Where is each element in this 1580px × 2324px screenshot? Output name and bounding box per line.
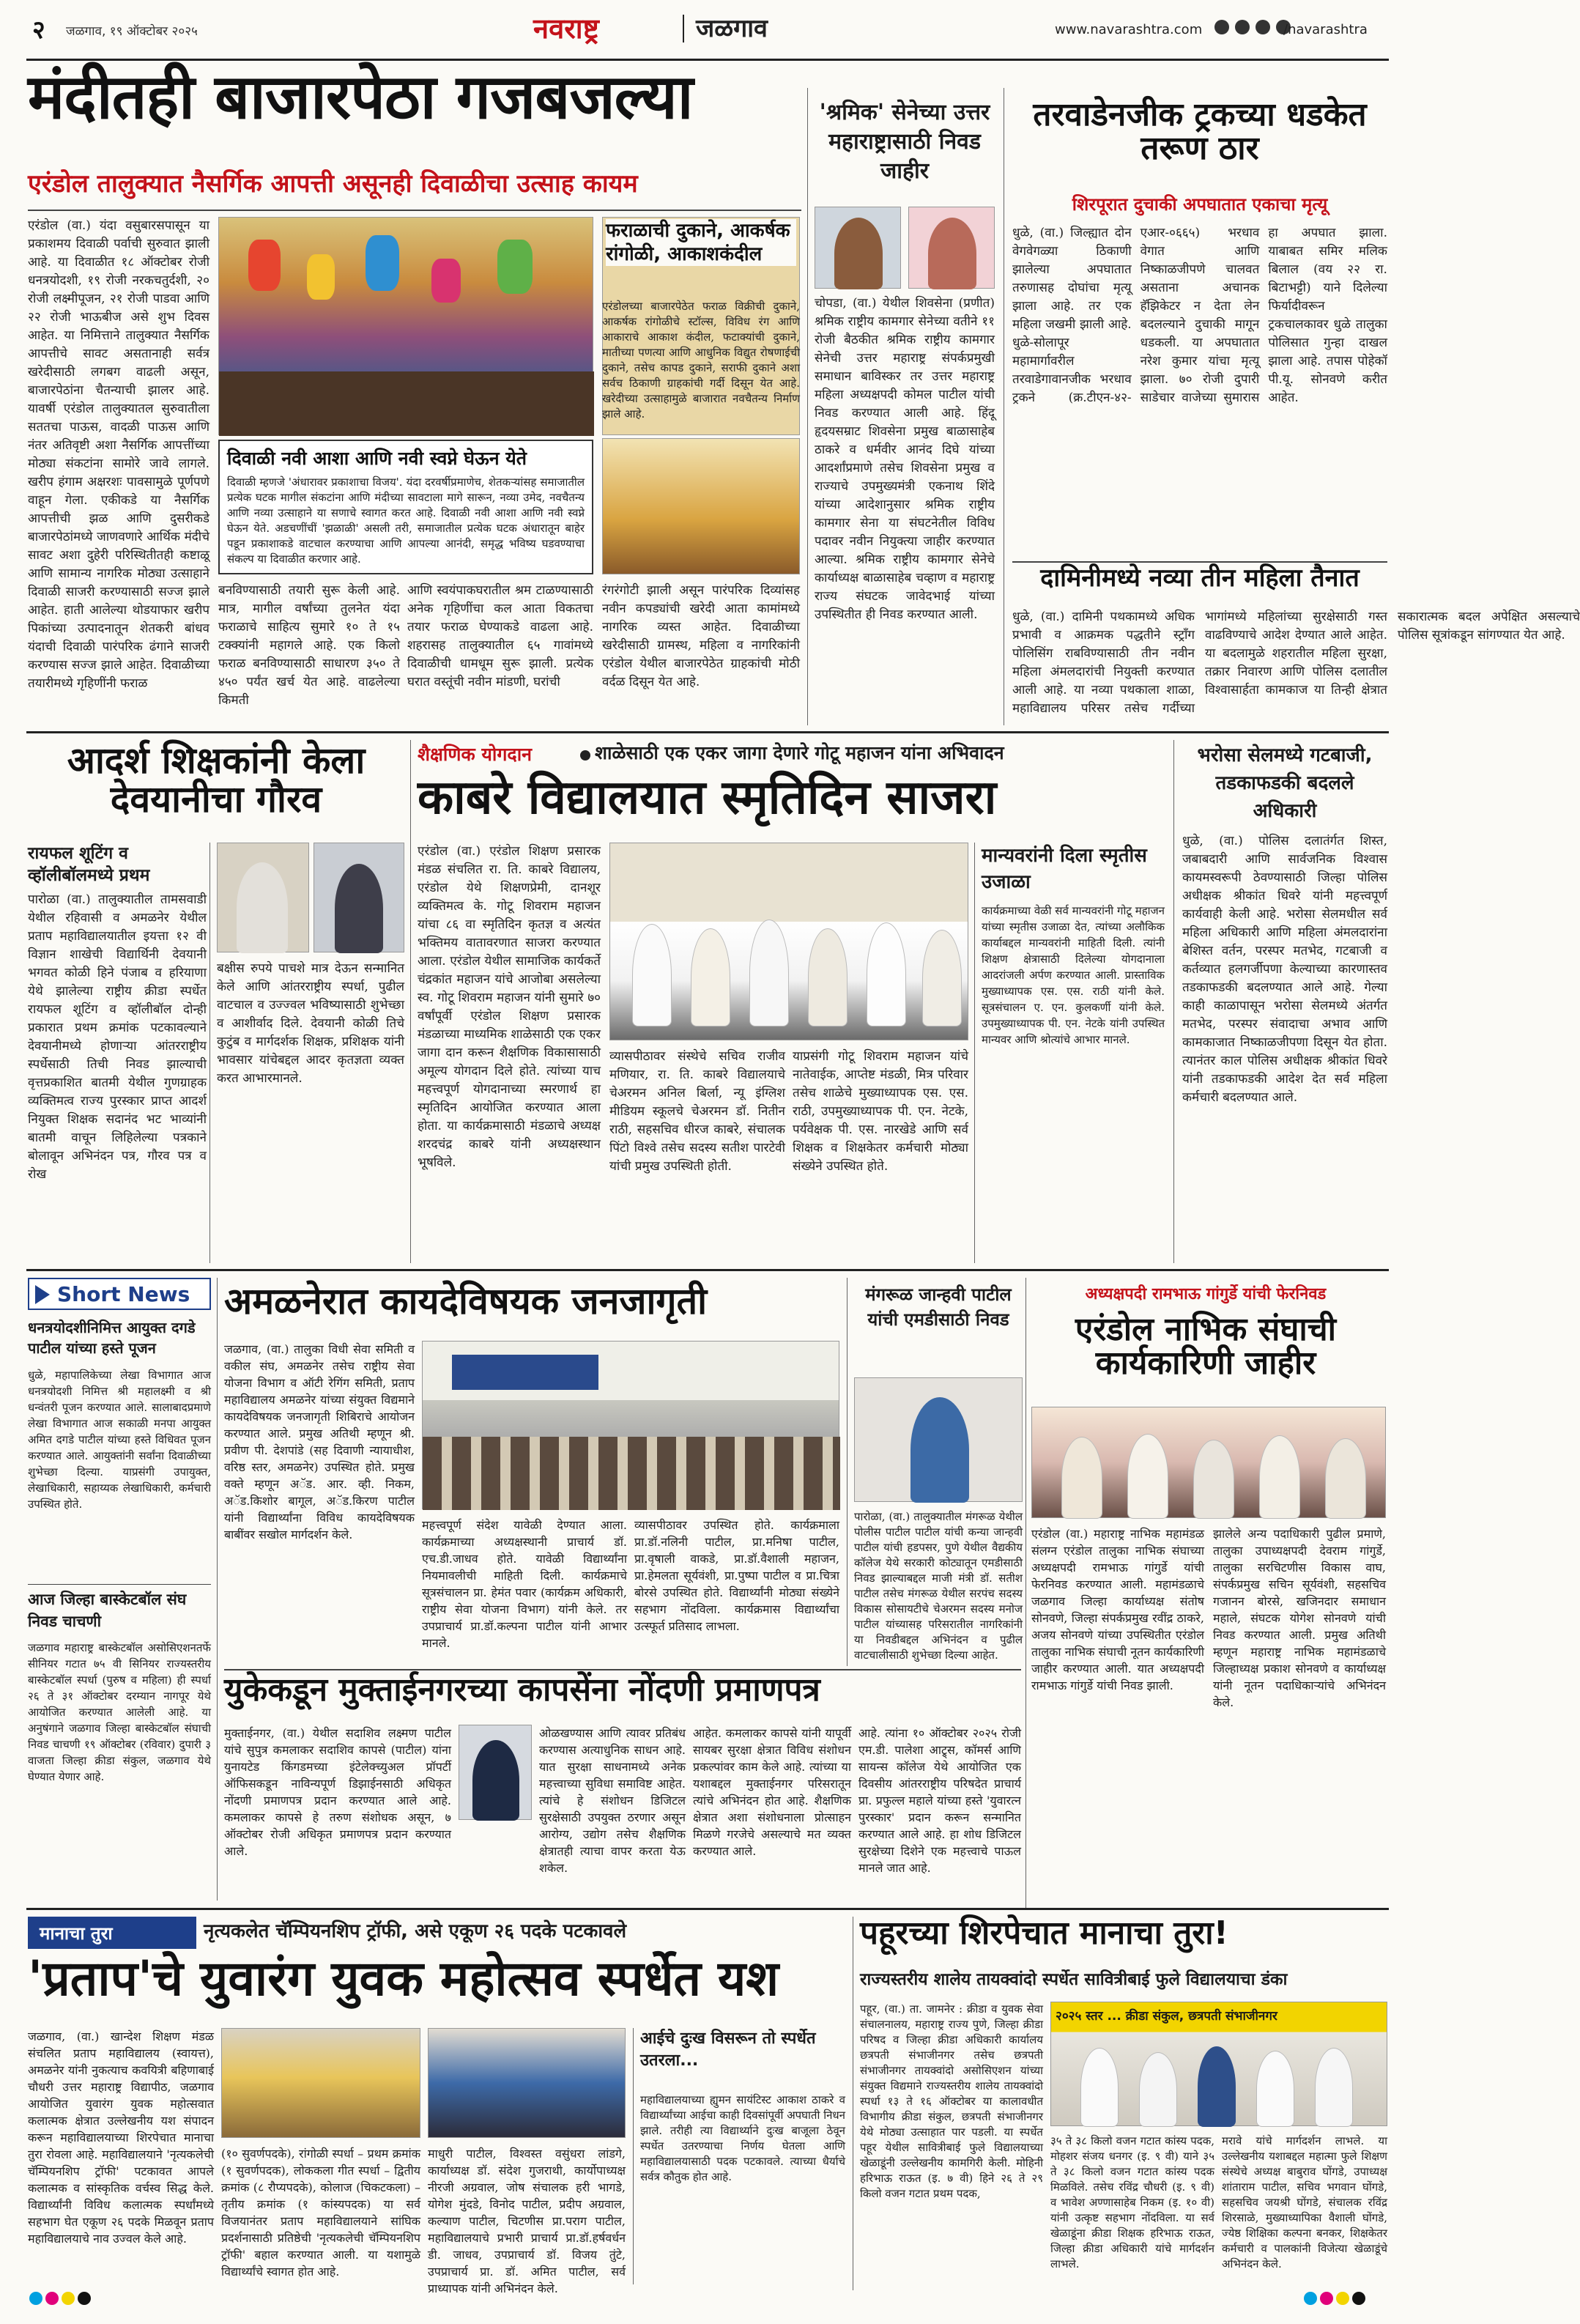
pratap-tag	[28, 1917, 196, 1949]
kabre-col-2: व्यासपीठावर संस्थेचे सचिव राजीव मणियार, रा. ति. काबरे विद्यालयाचे चेअरमन अनिल बिर्ला, न्यू इंग्लिश मीडियम स्कूलचे चेअरमन डॉ. नितीन राठी, सहसचिव धीरज काबरे, संचालक पिंटो विश्वे तसेच सदस्य सतीश पारटेवी यांची प्रमुख उपस्थिती होती.	[609, 1049, 785, 1174]
brand-logo: नवराष्ट्र	[533, 12, 599, 45]
police-body: धुळे, (वा.) पोलिस दलातंर्गत शिस्त, जबाबदारी आणि सार्वजनिक विश्वास कायमस्वरूपी ठेवण्यासाठी जिल्हा पोलिस अधीक्षक श्रीकांत धिवरे यांनी महत्त्वपूर्ण कार्यवाही केली आहे. भरोसा सेलमधील सर्व महिला अधिकारी आणि महिला अंमलदारांना बेशिस्त वर्तन, परस्पर मतभेद, गटबाजी व कर्तव्यात हलगर्जीपणा केल्याच्या कारणास्तव तडकाफडकी बदलण्यात आले आहे. गेल्या काही काळापासून भरोसा सेलमध्ये अंतर्गत मतभेद, परस्पर संवादाचा अभाव आणि कामकाजात निष्काळजीपणा दिसून येत होता. त्यानंतर काल पोलिस अधीक्षक श्रीकांत धिवरे यांनी तडकाफडकी आदेश देत सर्व महिला कर्मचारी बदलण्यात आले.	[1182, 834, 1387, 1105]
kabre-photo	[609, 843, 968, 1040]
pahur-headline: पहूरच्या शिरपेचात मानाचा तुरा!	[860, 1914, 1228, 1952]
kabre-col-3: याप्रसंगी गोटू शिवराम महाजन यांचे नातेवाईक, आप्तेष्ट मंडळी, मित्र परिवार तसेच शाळेचे मुख्याध्यापक एस. एस. राठी, उपमुख्याध्यापक पी. एन. नेटके, पर्यवेक्षक पी. एस. नारखेडे आणि सर्व शिक्षक व शिक्षकेतर कर्मचारी मोठ्या संख्येने उपस्थित होते.	[793, 1049, 968, 1174]
police-headline: भरोसा सेलमध्येे गटबाजी, तडकाफडकी बदलले अधिकारी	[1197, 744, 1373, 822]
athlete-2	[1139, 2052, 1177, 2127]
pratap-tag-label: मानाचा तुरा	[40, 1923, 113, 1944]
teachers-headline: आदर्श शिक्षकांनी केला देवयानीचा गौरव	[67, 739, 366, 821]
muktai-col-3: आहेत. कमलाकर कापसे यांनी यापूर्वी सायबर सुरक्षा क्षेत्रात विविध संशोधन प्रकल्पांवर काम केले आहे. त्यांच्या या यशाबद्दल मुक्ताईनगर परिसरातून त्यांचे अभिनंदन होत आहे. शैक्षणिक क्षेत्रात अशा संशोधनाला प्रोत्साहन मिळणे गरजेचे असल्याचे मत व्यक्त करण्यात आले.	[693, 1726, 851, 1858]
lantern-1-icon	[248, 240, 281, 291]
kabre-kicker: शाळेसाठी एक एकर जागा देणारे गोटू महाजन यांना अभिवादन	[595, 742, 1004, 763]
social-icons	[1214, 20, 1291, 37]
stall-counter	[219, 371, 594, 436]
pahur-col-1: पहूर, (वा.) ता. जामनेर : क्रीडा व युवक सेवा संचालनालय, महाराष्ट्र राज्य पुणे, जिल्हा क्रीडा परिषद व जिल्हा क्रीडा अधिकारी कार्यालय छत्रपती संभाजीनगर तसेच छत्रपती संभाजीनगर तायक्वांदो असोसिएशन यांच्या संयुक्त विद्यमाने राज्यस्तरीय शालेय तायक्वांदो स्पर्धा १३ ते १६ ऑक्टोबर या कालावधीत विभागीय क्रीडा संकुल, छत्रपती संभाजीनगर येथे मोठ्या उत्साहात पार पडली. या स्पर्धेत पहूर येथील सावित्रीबाई फुले विद्यालयाच्या खेळाडूंनी उल्लेखनीय कामगिरी केली. मोहिनी हरिभाऊ राऊत (इ. ७ वी) हिने २६ ते २९ किलो वजन गटात प्रथम पदक,	[860, 2002, 1043, 2200]
attendee-6	[922, 930, 962, 1026]
pahur-banner-text: २०२५ स्तर ... क्रीडा संकुल, छत्रपती संभाजीनगर	[1056, 2009, 1277, 2024]
mangrul-headline: मंगरूळ जान्हवी पाटील यांची एमडीसाठी निवड	[865, 1284, 1012, 1330]
truck-body: धुळे, (वा.) जिल्ह्यात दोन वेगवेगळ्या ठिकाणी झालेल्या अपघातात तरुणासह दोघांचा मृत्यू झाला आहे. तर एक महिला जखमी झाली आहे. धुळे-सोलापूर महामार्गावरील तरवाडेगावानजीक भरधाव ट्रकने (क्र.टीएन-४२-एआर-०६६५) भरधाव वेगात आणि निष्काळजीपणे चालवत असताना अचानक हॅझिकेटर न देता लेन बदलल्याने दुचाकी मागून धडकली. या अपघातात नरेश कुमार यांचा मृत्यू झाला. ७० रोजी दुपारी साडेचार वाजेच्या सुमारास हा अपघात झाला. याबाबत समिर मलिक बिलाल (वय २२ रा. बिटाभट्टी) याने दिलेल्या फिर्यादीवरून ट्रकचालकावर धुळे तालुका पोलिसात गुन्हा दाखल झाला आहे. तपास पोहेकॉ पी.यू. सोनवणे करीत आहेत.	[1012, 226, 1387, 405]
col-rule-5	[974, 843, 975, 1263]
attendee-5	[867, 922, 906, 1026]
photo-caption-title: दिवाळी नवी आशा आणि नवी स्वप्ने घेऊन येते	[227, 448, 527, 469]
muktai-rule	[224, 1669, 1021, 1670]
amalner-col-2: महत्त्वपूर्ण संदेश यावेळी देण्यात आला. कार्यक्रमाच्या अध्यक्षस्थानी प्राचार्य डॉ. एच.डी.जाधव होते. यावेळी विद्यार्थ्यांना नियमावलीची माहिती दिली. कार्यक्रमाचे सूत्रसंचालन प्रा. हेमंत पवार (कार्यक्रम अधिकारी, राष्ट्रीय सेवा योजना विभाग) यांनी केले. तर उपप्राचार्य प्रा.डॉ.कल्पना पाटील यांनी आभार मानले.	[422, 1518, 627, 1650]
lantern-4-icon	[431, 259, 461, 303]
kabre-col-1: एरंडोल (वा.) एरंडोल शिक्षण प्रसारक मंडळ संचलित रा. ति. काबरे विद्यालय, एरंडोल येथे शिक्षणप्रेमी, दानशूर व्यक्तिमत्व के. गोटू शिवराम महाजन यांचा ८६ वा स्मृतिदिन कृतज्ञ व अत्यंत भक्तिमय वातावरणात साजरा करण्यात आला. एरंडोल येथील सामाजिक कार्यकर्ते चंद्रकांत महाजन यांचे आजोबा असलेल्या स्व. गोटू शिवराम महाजन यांनी सुमारे ७० वर्षांपूर्वी एरंडोल शिक्षण प्रसारक मंडळाच्या माध्यमिक शाळेसाठी एक एकर जागा दान करून शैक्षणिक विकासासाठी अमूल्य योगदान दिले होते. त्यांच्या याच महत्त्वपूर्ण योगदानाच्या स्मरणार्थ हा स्मृतिदिन आयोजित करण्यात आला होता. या कार्यक्रमासाठी मंडळाचे अध्यक्ष शरदचंद्र काबरे यांनी अध्यक्षस्थान भूषविले.	[418, 844, 601, 1170]
kabre-headline: काबरे विद्यालयात स्मृतिदिन साजरा	[418, 771, 997, 825]
pratap-headline: 'प्रताप'चे युवारंग युवक महोत्सव स्पर्धेत यश	[28, 1950, 779, 2007]
short-news-2-body: जळगाव महाराष्ट्र बास्केटबॉल असोसिएशनतर्फे सीनियर गटात ७५ वी सिनियर राज्यस्तरीय बास्केटबॉल स्पर्धा (पुरुष व महिला) ही स्पर्धा २६ ते ३१ ऑक्टोबर दरम्यान नागपूर येथे आयोजित करण्यात आलेली आहे. या अनुषंगाने जळगाव जिल्हा बास्केटबॉल संघाची निवड चाचणी १९ ऑक्टोबर (रविवार) दुपारी ३ वाजता जिल्हा क्रीडा संकुल, जळगाव येथे घेण्यात येणार आहे.	[28, 1641, 211, 1783]
lead-col-1: एरंडोल (वा.) यंदा वसुबारसपासून या प्रकाशमय दिवाळी पर्वाची सुरुवात झाली आहे. या दिवाळीत १८ ऑक्टोबर रोजी धनत्रयोदशी, १९ रोजी नरकचतुर्दशी, २० रोजी लक्ष्मीपूजन, २१ रोजी पाडवा आणि २२ रोजी भाऊबीज असे शुभ दिवस आहेत. या निमित्ताने तालुक्यात नैसर्गिक आपत्तीचे सावट असतानाही सर्वत्र खरेदीसाठी लगबग वाढली असून, बाजारपेठांना चैतन्याची झालर आहे. यावर्षी एरंडोल तालुक्यातल सुरुवातीला सततचा पाऊस, वादळी पाऊस आणि नंतर अतिवृष्टी अशा नैसर्गिक आपत्तींच्या मोठ्या संकटांना सामोरे जावे लागले. खरीप हंगाम अक्षरशः पावसामुळे पूर्णपणे वाहून गेला. एकीकडे या नैसर्गिक आपत्तीची झळ आणि दुसरीकडे बाजारपेठांमध्ये जाणवणारे आर्थिक मंदीचे सावट अशा दुहेरी परिस्थितीतही कष्टाळू आणि सामान्य नागरिक मोठ्या उत्साहाने दिवाळी साजरी करण्यासाठी सज्ज झाले आहेत. हाती आलेल्या थोडयाफार खरीप पिकांच्या उत्पादनातून शेतकरी बांधव यंदाची दिवाळी पारंपरिक ढंगाने साजरी करण्यास सज्ज झाले आहेत. दिवाळीच्या तयारीमध्ये गृहिणींनी फराळ	[28, 218, 209, 691]
damini-headline: दामिनीमध्ये नव्या तीन महिला तैनात	[1040, 563, 1360, 593]
shramik-photo-man	[815, 207, 901, 289]
lead-photo-stalls	[602, 438, 800, 574]
col-rule-1	[807, 88, 808, 725]
col-rule-8	[847, 1278, 848, 1666]
damini-rule	[1012, 561, 1387, 563]
athlete-1	[1080, 2048, 1119, 2127]
nabhik-headline: एरंडोल नाभिक संघाची कार्यकारिणी जाहीर	[1075, 1311, 1337, 1383]
edition-divider	[683, 15, 684, 42]
amalner-headline: अमळनेरात कायदेविषयक जनजागृती	[224, 1280, 708, 1322]
pratap-col-2: (१० सुवर्णपदके), रांगोळी स्पर्धा – प्रथम क्रमांक (१ सुवर्णपदक), लोककला गीत स्पर्धा – द्वितीय क्रमांक (८ रौप्यपदके), कोलाज (चिकटकला) – तृतीय क्रमांक (१ कांस्यपदक) या सर्व विजयानंतर प्रताप महाविद्यालयाने सांघिक प्रदर्शनासाठी प्रतिष्ठेची 'नृत्यकलेची चॅम्पियनशिप ट्रॉफी' बहाल करण्यात आली. या यशामुळे विद्यार्थ्यांचे स्वागत होत आहे.	[221, 2147, 420, 2279]
lantern-3-icon	[366, 235, 399, 291]
registration-marks-right	[1304, 2292, 1392, 2309]
edition-name: जळगाव	[696, 14, 768, 43]
short-news-badge	[28, 1278, 211, 1310]
mangrul-photo	[854, 1377, 1023, 1502]
short-news-2-title: आज जिल्हा बास्केटबॉल संघ निवड चाचणी	[28, 1591, 187, 1630]
nabhik-photo	[1031, 1407, 1386, 1518]
short-news-1-title: धनत्रयोदशीनिमित्त आयुक्त दगडे पाटील यांच्या हस्ते पूजन	[28, 1319, 196, 1357]
attendee-1	[632, 924, 672, 1026]
janhavi-portrait	[910, 1397, 969, 1503]
lead-col-5: रंगरंगोटी झाली असून पारंपरिक दिव्यांसह नवीन कपड्यांची खरेदी आता कामांमध्ये नागरिक व्यस्त आहेत. दिवाळीच्या खरेदीसाठी ग्रामस्थ, महिला व नागरिकांनी एरंडोल येथील बाजारपेठेत ग्राहकांची मोठी वर्दळ दिसून येत आहे.	[602, 583, 800, 689]
pahur-col-3: मरावे यांचे मार्गदर्शन लाभले. या उल्लेखनीय यशाबद्दल महात्मा फुले शिक्षण संस्थेचे अध्यक्ष बाबुराव घोंगडे, उपाध्यक्ष शांताराम पाटील, सचिव भगवान घोंगडे, सहसचिव जयश्री घोंगडे, संचालक रविंद्र शिरसाळे, मुख्याध्यापिका वैशाली घोंगडे, ज्येष्ठ शिक्षिका कल्पना बनकर, शिक्षकेतर कर्मचारी व पालकांनी विजेत्या खेळाडूंचे अभिनंदन केले.	[1222, 2134, 1387, 2271]
pratap-photo-2	[428, 2028, 626, 2138]
short-news-1-body: धुळे, महापालिकेच्या लेखा विभागात आज धनत्रयोदशी निमित्त श्री महालक्ष्मी व श्री धन्वंतरी पूजन करण्यात आले. सालाबादप्रमाणे लेखा विभागात आज सकाळी मनपा आयुक्त अमित दगडे पाटील यांच्या हस्ते विधिवत पूजन करण्यात आले. आयुक्तांनी सर्वांना दिवाळीच्या शुभेच्छा दिल्या. याप्रसंगी उपायुक्त, लेखाधिकारी, सहाय्यक लेखाधिकारी, कर्मचारी उपस्थित होते.	[28, 1369, 211, 1511]
col-rule-9	[1025, 1278, 1026, 1908]
lantern-2-icon	[307, 254, 335, 300]
kabre-bullet	[580, 750, 590, 761]
kapse-portrait	[472, 1740, 519, 1821]
teachers-photo-2	[314, 843, 404, 952]
audience-rows	[423, 1437, 840, 1510]
pratap-col-3: माधुरी पाटील, विश्वस्त वसुंधरा लांडगे, कार्याध्यक्ष डॉ. संदेश गुजराथी, कार्योपाध्यक्ष नीरजी अग्रवाल, जोष संचालक हरी भागडे, योगेश मुंदडे, विनोद पाटील, प्रदीप अग्रवाल, कल्याण पाटील, चिटणीस प्रा.पराग पाटील, महाविद्यालयाचे प्रभारी प्राचार्य प्रा.डॉ.हर्षवर्धन डी. जाधव, उपप्राचार्य डॉ. विजय तुंटे, उपप्राचार्य प्रा. डॉ. अमित पाटील, सर्व प्राध्यापक यांनी अभिनंदन केले.	[428, 2147, 626, 2295]
nabhik-col-2: झालेले अन्य पदाधिकारी पुढील प्रमाणे, तालुका उपाध्यक्षपदी देवराम गांगुर्डे, तालुका सरचिटणीस विकास वाघ, संपर्कप्रमुख सचिन सूर्यवंशी, सहसचिव गजानन बोरसे, खजिनदार समाधान महाले, संघटक योगेश सोनवणे यांची निवड करण्यात आली. प्रमुख अतिथी म्हणून महाराष्ट्र नाभिक महामंडळाचे जिल्हाध्यक्ष प्रकाश सोनवणे व कार्याध्यक्ष यांनी नूतन पदाधिकाऱ्यांचे अभिनंदन केले.	[1213, 1527, 1386, 1709]
pratap-side-body: महाविद्यालयाच्या ह्युमन सायंटिस्ट आकाश ठाकरे व विद्यार्थ्यांच्या आईचा काही दिवसांपूर्वी अपघाती निधन झाले. तरीही त्या विद्यार्थ्याने दुःख बाजूला ठेवून स्पर्धेत उतरण्याचा निर्णय घेतला आणि महाविद्यालयासाठी पदक पटकावले. त्याच्या धैर्याचे सर्वत्र कौतुक होत आहे.	[640, 2093, 845, 2183]
kabre-tag: शैक्षणिक योगदान	[418, 744, 533, 765]
nabhik-kicker: अध्यक्षपदी रामभाऊ गांगुर्डे यांची फेरनिवड	[1085, 1285, 1327, 1303]
pahur-subhead: राज्यस्तरीय शालेय तायक्वांदो स्पर्धेत सावित्रीबाई फुले विद्यालयाचा डंका	[860, 1970, 1288, 1989]
pratap-photo-1	[221, 2028, 420, 2138]
section-rule-2	[26, 1269, 1389, 1271]
x-icon[interactable]	[1256, 20, 1270, 34]
nabhik-member-1	[1061, 1437, 1102, 1519]
athlete-3	[1198, 2046, 1236, 2127]
teacher-portrait	[237, 862, 288, 953]
teachers-body: पारोळा (वा.) तालुक्यातील तामसवाडी येथील रहिवासी व अमळनेर येथील प्रताप महाविद्यालयातील इयत्ता १२ वी विज्ञान शाखेची विद्यार्थिनी देवयानी भगवत कोळी हिने पंजाब व हरियाणा येथे झालेल्या राष्ट्रीय क्रीडा स्पर्धेत रायफल शूटिंग व व्हॉलीबॉल दोन्ही प्रकारात प्रथम क्रमांक पटकावल्याने देवयानीमध्ये होणाऱ्या आंतरराष्ट्रीय स्पर्धेसाठी तिची निवड झाल्याची वृत्तप्रकाशित बातमी येथील गुणग्राहक व्यक्तिमत्व राज्य पुरस्कार प्राप्त आदर्श नियुक्त शिक्षक सदानंद भट भाव्यांनी बातमी वाचून लिहिलेल्या पत्रकाने बोलावून अभिनंदन पत्र, गौरव पत्र व रोख	[28, 892, 207, 1182]
muktai-photo	[459, 1725, 532, 1820]
muktai-headline: युकेकडून मुक्ताईनगरच्या कापसेंना नोंदणी प्रमाणपत्र	[224, 1671, 820, 1709]
attendee-4	[808, 928, 848, 1026]
shramik-body: चोपडा, (वा.) येथील शिवसेना (प्रणीत) श्रमिक राष्ट्रीय कामगार सेनेच्या वतीने ११ रोजी बैठकीत श्रमिक राष्ट्रीय कामगार सेनेची उत्तर महाराष्ट्र संपर्कप्रमुखी समाधान बाविस्कर तर उत्तर महाराष्ट्र महिला अध्यक्षपदी कोमल पाटील यांची निवड करण्यात आली आहे. हिंदू हृदयसम्राट शिवसेना प्रमुख बाळासाहेब ठाकरे व धर्मवीर आनंद दिघे यांच्या आदर्शांप्रमाणे तसेच शिवसेना प्रमुख व राज्याचे उपमुख्यमंत्री एकनाथ शिंदे यांच्या आदेशानुसार श्रमिक राष्ट्रीय कामगार सेना या संघटनेतील विविध पदावर नवीन नियुक्त्या जाहीर करण्यात आल्या. श्रमिक राष्ट्रीय कामगार सेनेचे कार्याध्यक्ष बाळासाहेब चव्हाण व महाराष्ट्र राज्य संघटक जावेदभाई यांच्या उपस्थितीत ही निवड करण्यात आली.	[815, 296, 995, 622]
attendee-2	[691, 928, 730, 1026]
mangrul-body-text: पारोळा, (वा.) तालुक्यातील मंगरूळ येथील पोलीस पाटील पाटील यांची कन्या जान्हवी पाटील यांची हडपसर, पुणे येथील वैद्यकीय कॉलेज येथे सरकारी कोट्यातून एमडीसाठी निवड झाल्याबद्दल माजी मंत्री डॉ. सतीश पाटील तसेच मंगरूळ येथील सरपंच सदस्य विकास सोसायटीचे चेअरमन सदस्य मनोज पाटील यांच्यासह परिसरातील नागरिकांनी या निवडीबद्दल अभिनंदन व पुढील वाटचालीसाठी शुभेच्छा दिल्या आहेत.	[854, 1510, 1023, 1662]
photo-caption-box	[218, 440, 593, 574]
short-news-rule	[28, 1584, 211, 1585]
teachers-sub: रायफल शूटिंग व व्हॉलीबॉलमध्ये प्रथम	[28, 844, 150, 885]
lead-sidebar-body: एरंडोलच्या बाजारपेठेत फराळ विक्रीची दुकाने, आकर्षक रांगोळीचे स्टॉल्स, विविध रंग आणि आकाराचे आकाश कंदील, फटाक्यांची दुकाने, मातीच्या पणत्या आणि आधुनिक विद्युत रोषणाईची दुकाने, तसेच कापड दुकाने, सराफी दुकाने अशा सर्वच ठिकाणी ग्राहकांची गर्दी दिसून येत आहे. खरेदीच्या उत्साहामुळे बाजारात नवचैतन्य निर्माण झाले आहे.	[602, 300, 800, 421]
short-news-label: Short News	[57, 1282, 190, 1306]
col-rule-6	[1173, 740, 1174, 1263]
muktai-col-1: मुक्ताईनगर, (वा.) येथील सदाशिव लक्ष्मण पाटील यांचे सुपुत्र कमलाकर सदाशिव कापसे (पाटील) यांना युनायटेड किंगडमच्या इंटेलेक्च्युअल प्रॉपर्टी ऑफिसकडून नाविन्यपूर्ण डिझाईनसाठी अधिकृत नोंदणी प्रमाणपत्र प्रदान करण्यात आले आहे. कमलाकर कापसे हे तरुण संशोधक असून, ७ ऑक्टोबर रोजी अधिकृत प्रमाणपत्र प्रदान करण्यात आले.	[224, 1726, 451, 1858]
shramik-title: 'श्रमिक' सेनेच्या उत्तर महाराष्ट्रासाठी निवड जाहीर	[819, 100, 990, 184]
nabhik-member-3	[1193, 1440, 1234, 1519]
muktai-col-2: ओळखण्यास आणि त्यावर प्रतिबंध करण्यास अत्याधुनिक साधन आहे. यात सुरक्षा साधनामध्ये अनेक महत्त्वाच्या सुविधा समाविष्ट आहेत. त्यांचे हे संशोधन डिजिटल सुरक्षेसाठी उपयुक्त ठरणार असून आरोग्य, उद्योग तसेच शैक्षणिक क्षेत्रातही त्याचा वापर करता येऊ शकेल.	[539, 1726, 686, 1875]
student-portrait	[335, 864, 383, 953]
instagram-icon[interactable]	[1235, 20, 1250, 34]
lantern-5-icon	[497, 240, 533, 294]
woman-portrait	[928, 218, 976, 289]
facebook-icon[interactable]	[1214, 20, 1229, 34]
col-rule-3	[209, 843, 210, 1263]
lead-photo-market	[218, 217, 593, 435]
social-handle[interactable]: /navarashtra	[1283, 22, 1368, 37]
pahur-col-2: ३५ ते ३८ किलो वजन गटात कांस्य पदक, मोहशर संजय धनगर (इ. ९ वी) याने ३५ ते ३८ किलो वजन गटात कांस्य पदक मिळविले. तसेच रविंद्र चौधरी (इ. ९ वी) व भावेश अण्णासाहेब निकम (इ. १० वी) यांनी उत्कृष्ट सहभाग नोंदविला. या सर्व खेळाडूंना क्रीडा शिक्षक हरिभाऊ राऊत, जिल्हा क्रीडा अधिकारी यांचे मार्गदर्शन लाभले.	[1050, 2134, 1214, 2271]
col-rule-10	[633, 2028, 634, 2284]
amalner-col-3: व्यासपीठावर उपस्थित होते. कार्यक्रमाला प्रा.डॉ.नलिनी पाटील, प्रा.मनिषा पाटील, प्रा.वृषाली वाकडे, प्रा.डॉ.वैशाली महाजन, प्रा.हेमलता सूर्यवंशी, प्रा.पुष्पा पाटील व प्रा.चित्रा बोरसे उपस्थित होते. विद्यार्थ्यांनी मोठ्या संख्येने सहभाग नोंदविला. कार्यक्रमास विद्यार्थ्यांचा उत्स्फूर्त प्रतिसाद लाभला.	[634, 1518, 839, 1633]
nabhik-col-1: एरंडोल (वा.) महाराष्ट्र नाभिक महामंडळ संलग्न एरंडोल तालुका नाभिक संघाच्या अध्यक्षपदी रामभाऊ गांगुर्डे यांची फेरनिवड करण्यात आली. महामंडळाचे जळगाव जिल्हा कार्याध्यक्ष संतोष सोनवणे, जिल्हा संपर्कप्रमुख रवींद्र ठाकरे, अजय सोनवणे यांच्या उपस्थितीत एरंडोल तालुका नाभिक संघाची नूतन कार्यकारिणी जाहीर करण्यात आली. यात अध्यक्षपदी रामभाऊ गांगुर्डे यांची निवड झाली.	[1031, 1527, 1204, 1692]
truck-headline: तरवाडेनजीक ट्रकच्या धडकेत तरूण ठार	[1033, 96, 1367, 168]
damini-body: धुळे, (वा.) दामिनी पथकामध्ये अधिक प्रभावी व आक्रमक पद्धतीने स्ट्रॉंग पोलिसिंग राबविण्यासाठी तीन नवीन महिला अंमलदारांची नियुक्ती करण्यात आली आहे. या नव्या पथकाला शाळा, महाविद्यालय परिसर तसेच गर्दीच्या भागांमध्ये महिलांच्या सुरक्षेसाठी गस्त वाढविण्याचे आदेश देण्यात आले आहेत. या बदलामुळे शहरातील महिला सुरक्षा, तक्रार निवारण आणि पोलिस दलातील विश्वासार्हता कामकाज या तिन्ही क्षेत्रात सकारात्मक बदल अपेक्षित असल्याचे पोलिस सूत्रांकडून सांगण्यात येत आहे.	[1012, 610, 1580, 716]
truck-subhead: शिरपूरात दुचाकी अपघातात एकाचा मृत्यू	[1072, 194, 1328, 215]
shramik-photo-woman	[908, 207, 995, 289]
nabhik-member-2	[1127, 1434, 1168, 1519]
athlete-5	[1315, 2048, 1353, 2127]
lead-rule	[28, 210, 801, 211]
col-rule-4	[410, 740, 411, 1263]
lead-col-2: बनविण्यासाठी तयारी सुरू केली आहे. मात्र, मागील वर्षांच्या तुलनेत यंदा फराळाचे साहित्य सुमारे १० ते १५ टक्क्यांनी महागले आहे. एक किलो फराळ बनविण्यासाठी साधारण ३५० ते ४५० पर्यंत खर्च येत आहे. वाढलेल्या किमती	[218, 583, 400, 708]
photo-caption-body: दिवाळी म्हणजे 'अंधारावर प्रकाशाचा विजय'. यंदा दरवर्षीप्रमाणेच, शेतकऱ्यांसह समाजातील प्रत्येक घटक मागील संकटांना आणि मंदीच्या सावटाला मागे सारून, नव्या उमेद, नवचैतन्य आणि नव्या उत्साहाने या सणाचे स्वागत करत आहे. दिवाळी नवी आशा आणि नवी स्वप्ने घेऊन येते. अडचणींचीं 'झळाळी' असली तरी, समाजातील प्रत्येक घटक अंधारातून बाहेर पडून प्रकाशाकडे वाटचाल करण्याचा आणि आपल्या आनंदी, समृद्ध भविष्य घडवण्याचा संकल्प या दिवाळीत करणार आहे.	[227, 475, 585, 566]
muktai-col-4: आहे. त्यांना १० ऑक्टोबर २०२५ रोजी एम.डी. पालेशा आट्र्स, कॉमर्स आणि सायन्स कॉलेज येथे आयोजित एक दिवसीय आंतरराष्ट्रीय परिषदेत प्राचार्य प्रा. प्रफुल्ल महाले यांच्या हस्ते 'युवारत्न पुरस्कार' प्रदान करून सन्मानित करण्यात आले आहे. हा शोध डिजिटल सुरक्षेच्या दिशेने एक महत्त्वाचे पाऊल मानले जात आहे.	[858, 1726, 1021, 1875]
amalner-photo	[422, 1341, 839, 1509]
teachers-photo-1	[217, 843, 309, 952]
amalner-col-1: जळगाव, (वा.) तालुका विधी सेवा समिती व वकील संघ, अमळनेर तसेच राष्ट्रीय सेवा योजना विभाग व ऑटी रेगिंग समिती, प्रताप महाविद्यालय अमळनेर यांच्या संयुक्त विद्यमाने कायदेविषयक जनजागृती शिबिराचे आयोजन करण्यात आले. प्रमुख अतिथी म्हणून श्री. प्रवीण पी. देशपांडे (सह दिवाणी न्यायाधीश, वरिष्ठ स्तर, अमळनेर) उपस्थित होते. प्रमुख वक्ते म्हणून अॅड. आर. व्ही. निकम, अॅड.किशोर बागूल, अॅड.किरण पाटील यांनी विद्यार्थ्यांना विविध कायदेविषयक बाबींवर सखोल मार्गदर्शन केले.	[224, 1342, 415, 1542]
short-news-arrow-icon	[35, 1285, 50, 1304]
page-number: २	[32, 15, 45, 45]
pahur-photo	[1050, 2002, 1387, 2126]
page-header	[0, 0, 1415, 57]
nabhik-member-4	[1259, 1435, 1300, 1519]
athlete-4	[1256, 2051, 1294, 2127]
pratap-side-title: आईचे दुःख विसरून तो स्पर्धेत उतरला...	[640, 2029, 816, 2070]
sidebar-title: फराळाची दुकाने, आकर्षक रांगोळी, आकाशकंदील	[606, 219, 796, 266]
honor-body: कार्यक्रमाच्या वेळी सर्व मान्यवरांनी गोटू महाजन यांच्या स्मृतीस उजाळा देत, त्यांच्या अलौकिक कार्याबद्दल मान्यवरांनी माहिती दिली. त्यांनी शिक्षण क्षेत्रासाठी दिलेल्या योगदानाला आदरांजली अर्पण करण्यात आली. प्रास्ताविक मुख्याध्यापक एस. एस. राठी यांनी केले. सूत्रसंचालन ए. एन. कुलकर्णी यांनी केले. उपमुख्याध्यापक पी. एन. नेटके यांनी उपस्थित मान्यवर आणि श्रोत्यांचे आभार मानले.	[982, 904, 1165, 1046]
nabhik-member-5	[1325, 1438, 1366, 1519]
attendee-3	[749, 919, 789, 1026]
site-url[interactable]: www.navarashtra.com	[1055, 22, 1203, 37]
man-portrait	[834, 218, 883, 289]
lead-headline: मंदीतही बाजारपेठा गजबजल्या	[28, 61, 693, 133]
issue-date: जळगाव, १९ ऑक्टोबर २०२५	[66, 24, 198, 39]
teachers-body-2: बक्षीस रुपये पाचशे मात्र देऊन सन्मानित केले आणि आंतरराष्ट्रीय स्पर्धा, पुढील वाटचाल व उज्ज्वल भविष्यासाठी शुभेच्छा व आशीर्वाद दिले. देवयानी कोळी तिचे कुटुंब व मार्गदर्शक शिक्षक, प्रशिक्षक यांनी भावसार यांचेबद्दल आदर कृतज्ञता व्यक्त करत आभारमानले.	[217, 961, 404, 1086]
stage-banner	[452, 1355, 598, 1390]
col-rule-7	[217, 1278, 218, 1901]
lead-col-3: आणि स्वयंपाकघरातील श्रम टाळण्यासाठी अनेक गृहिणींचा कल आता विकतचा तयार फराळ घेण्याकडे वाढला आहे. शहरासह तालुक्यातील ६५ गावांमध्ये दिवाळीची धामधूम सुरू झाली. प्रत्येक घरात वस्तूंची नवीन मांडणी, घरांची	[407, 583, 593, 689]
honor-headline: मान्यवरांनी दिला स्मृतीस उजाळा	[982, 845, 1147, 893]
registration-marks-left	[29, 2292, 117, 2309]
section-rule-1	[26, 731, 1389, 733]
section-rule-3	[26, 1908, 1389, 1910]
pratap-col-1: जळगाव, (वा.) खान्देश शिक्षण मंडळ संचलित प्रताप महाविद्यालय (स्वायत्त), अमळनेर यांनी नुकत्याच कवयित्री बहिणाबाई चौधरी उत्तर महाराष्ट्र विद्यापीठ, जळगाव आयोजित युवारंग युवक महोत्सवात कलात्मक क्षेत्रात उल्लेखनीय यश संपादन करून महाविद्यालयाच्या शिरपेचात मानाचा तुरा रोवला आहे. महाविद्यालयाने 'नृत्यकलेची चॅम्पियनशिप ट्रॉफी' पटकावत आपले कलात्मक व सांस्कृतिक वर्चस्व सिद्ध केले. विद्यार्थ्यांनी विविध कलात्मक स्पर्धांमध्ये सहभाग घेत एकूण २६ पदके मिळवून प्रताप महाविद्यालयाचे नाव उज्वल केले आहे.	[28, 2029, 214, 2246]
lead-subhead: एरंडोल तालुक्यात नैसर्गिक आपत्ती असूनही दिवाळीचा उत्साह कायम	[28, 169, 638, 199]
pratap-kicker: नृत्यकलेत चॅम्पियनशिप ट्रॉफी, असे एकूण २६ पदके पटकावले	[204, 1920, 627, 1942]
